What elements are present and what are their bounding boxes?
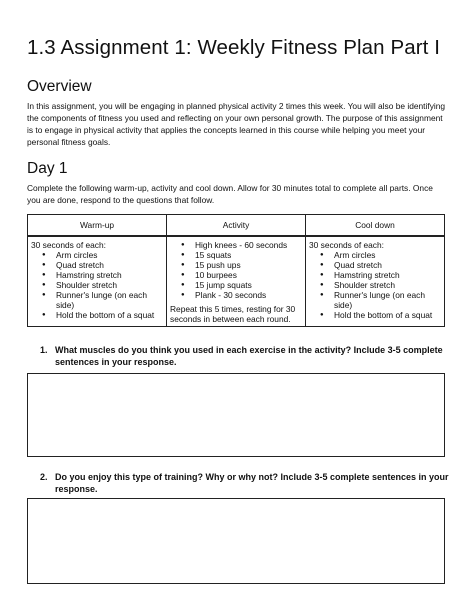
list-item: ● Arm circles <box>31 250 163 260</box>
question-text: What muscles do you think you used in each exercise in the activity? Include 3-5 complete sentences in your response. <box>55 345 443 367</box>
activity-list <box>170 240 302 300</box>
list-item: ● High knees - 60 seconds <box>170 240 302 250</box>
question-text: Do you enjoy this type of training? Why or why not? Include 3-5 complete sentences in your response. <box>55 472 449 494</box>
list-item: ● Runner's lunge (on each side) <box>309 290 441 310</box>
list-item: ● Hamstring stretch <box>309 270 441 280</box>
day-instructions: Complete the following warm-up, activity and cool down. Allow for 30 minutes total to complete all parts. Once you are done, respond to the questions that follow. <box>27 183 433 205</box>
list-item: ● Quad stretch <box>31 260 163 270</box>
question-2 <box>27 471 457 495</box>
cooldown-cell <box>306 236 445 327</box>
warmup-header: Warm-up <box>28 215 167 237</box>
warmup-cell <box>28 236 167 327</box>
list-item: ● 10 burpees <box>170 270 302 280</box>
list-item: ● Shoulder stretch <box>309 280 441 290</box>
list-item: ● Quad stretch <box>309 260 441 270</box>
list-item: ● Plank - 30 seconds <box>170 290 302 300</box>
list-item: ● 15 squats <box>170 250 302 260</box>
list-item: ● 15 push ups <box>170 260 302 270</box>
activity-note: Repeat this 5 times, resting for 30 seconds in between each round. <box>170 304 296 324</box>
activity-cell <box>167 236 306 327</box>
list-item: ● Arm circles <box>309 250 441 260</box>
activity-header: Activity <box>167 215 306 237</box>
list-item: ● Hold the bottom of a squat <box>309 310 441 320</box>
workout-table <box>27 214 445 327</box>
overview-text: In this assignment, you will be engaging in planned physical activity 2 times this week. You will also be identifying the components of fitness you used and reflecting on your own personal growth. The purpose of this assignment is to engage in physical activity that applies the concepts learned in this course while helping you meet your personal fitness goals. <box>27 101 446 147</box>
warmup-intro: 30 seconds of each: <box>31 240 106 250</box>
question-1 <box>27 344 457 368</box>
overview-heading: Overview <box>27 78 92 95</box>
warmup-list <box>31 250 163 320</box>
list-item: ● 15 jump squats <box>170 280 302 290</box>
list-item: ● Hold the bottom of a squat <box>31 310 163 320</box>
day-heading: Day 1 <box>27 160 68 177</box>
question-number: 2. <box>40 472 48 482</box>
list-item: ● Hamstring stretch <box>31 270 163 280</box>
list-item: ● Runner's lunge (on each side) <box>31 290 163 310</box>
question-number: 1. <box>40 345 48 355</box>
cooldown-intro: 30 seconds of each: <box>309 240 384 250</box>
page-title: 1.3 Assignment 1: Weekly Fitness Plan Part I <box>27 36 441 59</box>
cooldown-list <box>309 250 441 320</box>
cooldown-header: Cool down <box>306 215 445 237</box>
answer-box-2[interactable] <box>27 498 445 584</box>
list-item: ● Shoulder stretch <box>31 280 163 290</box>
answer-box-1[interactable] <box>27 373 445 457</box>
